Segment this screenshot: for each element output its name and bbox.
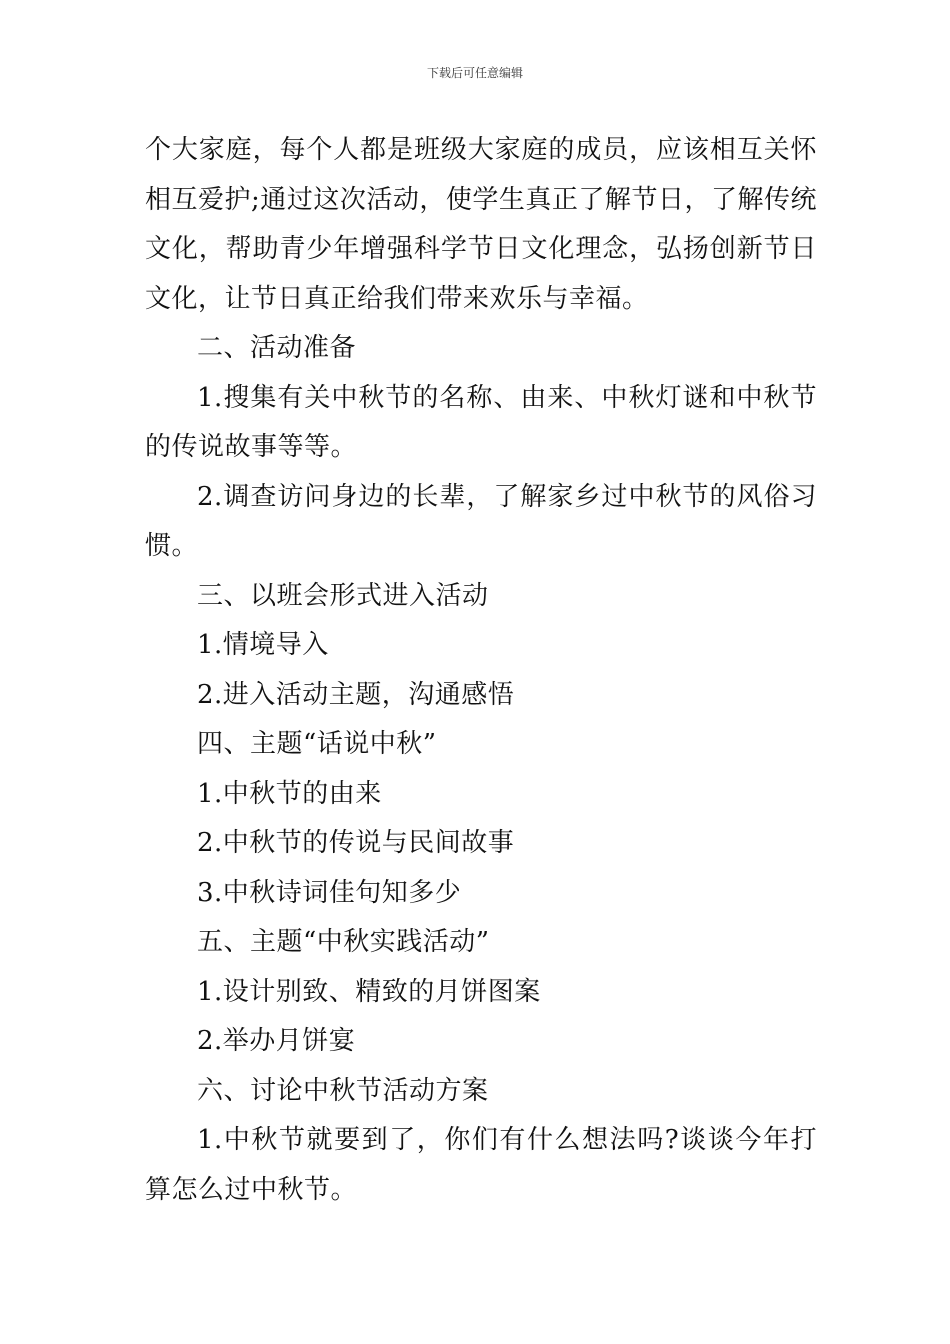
section-heading-practice: 五、主题“中秋实践活动” bbox=[197, 927, 490, 957]
list-item: 2.进入活动主题，沟通感悟 bbox=[197, 679, 515, 710]
section-heading-talk-mid-autumn: 四、主题“话说中秋” bbox=[197, 729, 437, 759]
section-heading-preparation: 二、活动准备 bbox=[197, 333, 357, 363]
section-heading-class-meeting: 三、以班会形式进入活动 bbox=[197, 580, 489, 611]
list-item: 1.设计别致、精致的月饼图案 bbox=[197, 976, 541, 1007]
list-item: 2.举办月饼宴 bbox=[197, 1026, 356, 1056]
list-item: 1.中秋节的由来 bbox=[197, 778, 382, 809]
list-item: 2.调查访问身边的长辈，了解家乡过中秋节的风俗习惯。 bbox=[145, 481, 817, 561]
document-body bbox=[145, 126, 817, 1215]
paragraph-continuation: 个大家庭，每个人都是班级大家庭的成员，应该相互关怀相互爱护;通过这次活动，使学生真正了解节日，了解传统文化，帮助青少年增强科学节日文化理念，弘扬创新节日文化，让节日真正给我们带来欢乐与幸福。 bbox=[145, 135, 817, 314]
list-item: 1.中秋节就要到了，你们有什么想法吗?谈谈今年打算怎么过中秋节。 bbox=[145, 1125, 817, 1205]
list-item: 1.搜集有关中秋节的名称、由来、中秋灯谜和中秋节的传说故事等等。 bbox=[145, 382, 817, 462]
list-item: 3.中秋诗词佳句知多少 bbox=[197, 877, 462, 908]
list-item: 2.中秋节的传说与民间故事 bbox=[197, 828, 515, 858]
list-item: 1.情境导入 bbox=[197, 630, 329, 660]
page-header: 下载后可任意编辑 bbox=[426, 66, 523, 80]
section-heading-discussion: 六、讨论中秋节活动方案 bbox=[197, 1075, 489, 1106]
